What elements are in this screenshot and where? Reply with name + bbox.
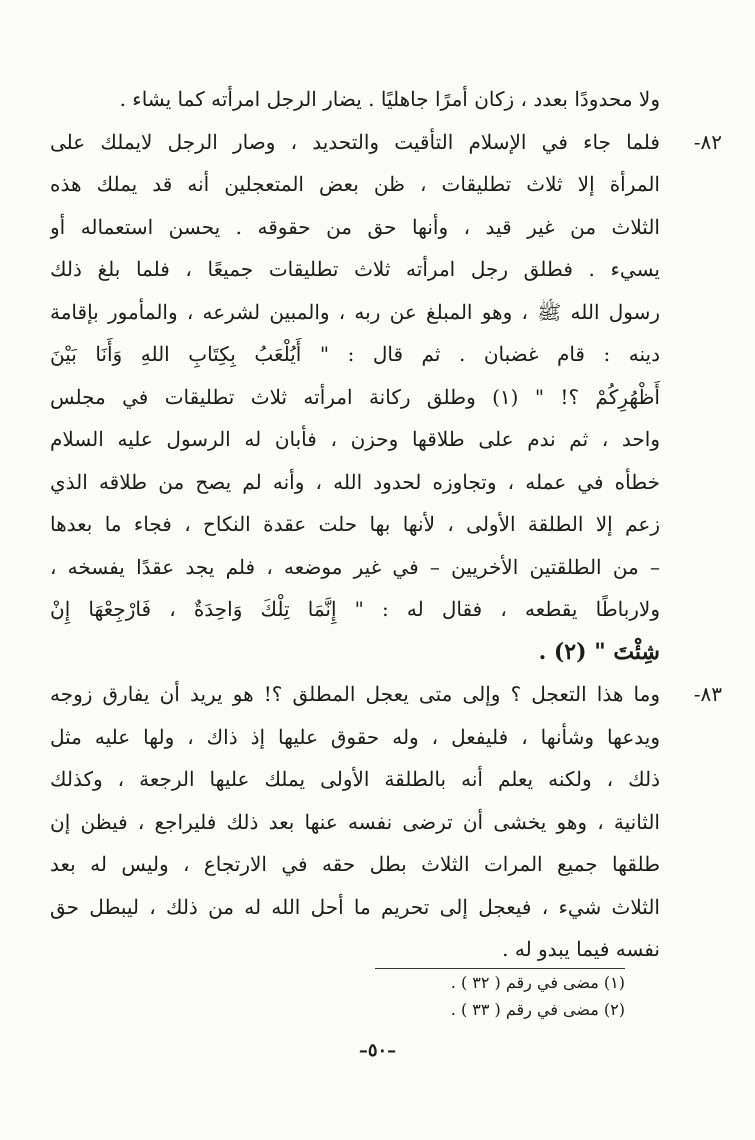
text-line: المرأة إلا ثلاث تطليقات ، ظن بعض المتعجلين أنه قد يملك هذه [50,172,660,196]
text-line: طلقها جميع المرات الثلاث بطل حقه في الارتجاع ، وليس له بعد [50,852,660,876]
paragraph-number: ٨٣- [693,682,722,706]
footnote: (١) مضى في رقم ( ٣٢ ) . [450,973,625,992]
paragraph-82 [50,121,722,674]
text-line: نفسه فيما يبدو له . [502,937,660,961]
text-line: أَظْهُرِكُمْ ؟! " (١) وطلق ركانة امرأته ثلاث تطليقات في مجلس [50,384,660,409]
paragraph-number: ٨٢- [693,129,722,154]
text-line: يسيء . فطلق رجل امرأته ثلاث تطليقات جميعًا ، فلما بلغ ذلك [50,257,660,281]
text-line: ولارباطًا يقطعه ، فقال له : " إِنَّمَا تِلْكَ وَاحِدَةٌ ، فَارْجِعْهَا إِنْ [50,597,660,621]
text-line: ولا محدودًا بعدد ، زكان أمرًا جاهليًا . يضار الرجل امرأته كما يشاء . [119,87,660,111]
footnotes [150,968,625,1023]
page-number: –٥٠– [358,1040,397,1061]
text-line: ذلك ، ولكنه يعلم أنه بالطلقة الأولى يملك عليها الرجعة ، وكذلك [50,767,660,791]
footnote: (٢) مضى في رقم ( ٣٣ ) . [450,1000,625,1019]
paragraph-83 [50,673,722,971]
text-line: واحد ، ثم ندم على طلاقها وحزن ، فأبان له الرسول عليه السلام [50,427,660,451]
text-line: شِئْتَ " (٢) . [538,638,660,665]
text-line: وما هذا التعجل ؟ وإلى متى يعجل المطلق ؟! هو يريد أن يفارق زوجه [50,682,660,706]
text-line: ويدعها وشأنها ، فليفعل ، وله حقوق عليها إذ ذاك ، ولها عليه مثل [50,724,660,749]
paragraph-continuation [50,78,660,121]
text-line: زعم إلا الطلقة الأولى ، لأنها بها حلت عقدة النكاح ، فجاء ما بعدها [50,512,660,536]
text-line: الثلاث شيء ، فيعجل إلى تحريم ما أحل الله له من ذلك ، ليبطل حق [50,894,660,919]
text-line: الثانية ، وهو يخشى أن ترضى نفسه عنها بعد ذلك فليراجع ، فيظن إن [50,809,660,834]
text-line: فلما جاء في الإسلام التأقيت والتحديد ، وصار الرجل لايملك على [50,129,660,154]
text-line: – من الطلقتين الأخريين – في غير موضعه ، فلم يجد عقدًا يفسخه ، [50,554,660,579]
text-line: الثلاث من غير قيد ، وأنها حق من حقوقه . يحسن استعماله أو [50,214,660,239]
text-line: رسول الله ﷺ ، وهو المبلغ عن ربه ، والمبين لشرعه ، والمأمور بإقامة [50,299,660,324]
text-line: خطأه في عمله ، وتجاوزه لحدود الله ، وأنه لم يصح من طلاقه الذي [50,469,660,494]
text-line: دينه : قام غضبان . ثم قال : " أَيُلْعَبُ بِكِتَابِ اللهِ وَأَنَا بَيْنَ [50,342,660,366]
